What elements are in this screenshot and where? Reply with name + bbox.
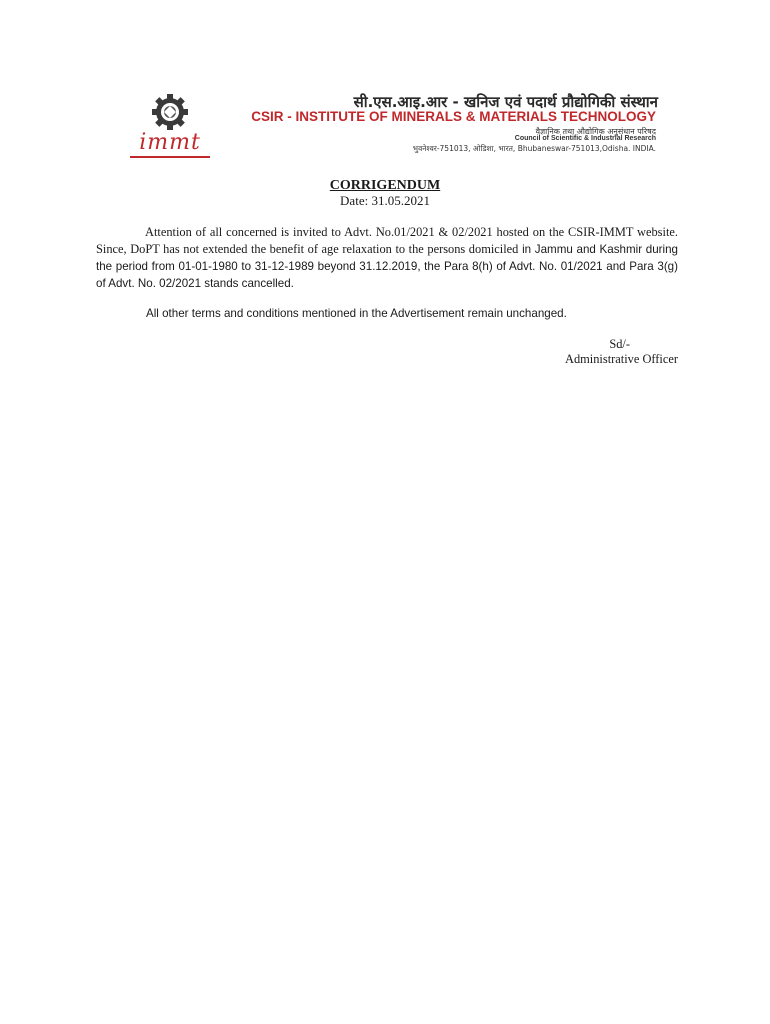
paragraph-1-part-1: Attention of all concerned is invited to Advt. No.01/2021 & 02/2021 hosted on the CSIR-IMMT website. Since, DoPT has not extended the benefit of age relaxation to the persons domiciled — [96, 225, 678, 256]
institute-name: CSIR - INSTITUTE OF MINERALS & MATERIALS TECHNOLOGY — [251, 109, 656, 124]
signature: Sd/- — [609, 337, 630, 351]
notice-date: Date: 31.05.2021 — [340, 193, 430, 208]
logo-underline — [130, 156, 210, 158]
immt-logo — [128, 92, 212, 160]
gear-icon — [140, 92, 200, 132]
council-english-name: Council of Scientific & Industrial Research — [514, 135, 656, 142]
paragraph-1-part-2: in Jammu and Kashmir during the period from 01-01-1980 to 31-12-1989 beyond 31.12.2019, the Para 8(h) of Advt. No. 01/2021 and Para 3(g) of Advt. No. 02/2021 stands cancelled. — [96, 243, 679, 290]
logo-text: immt — [139, 130, 201, 155]
notice-paragraph-2: All other terms and conditions mentioned in the Advertisement remain unchanged. — [146, 307, 567, 320]
letterhead — [0, 0, 770, 170]
notice-paragraph-1 — [96, 224, 678, 292]
corrigendum-heading: CORRIGENDUM — [329, 178, 441, 193]
institute-hindi-name: सी.एस.आइ.आर - खनिज एवं पदार्थ प्रौद्योगिकी संस्थान — [353, 93, 658, 111]
council-hindi-name: वैज्ञानिक तथा औद्योगिक अनुसंधान परिषद — [535, 127, 656, 136]
signatory-designation: Administrative Officer — [565, 352, 678, 366]
institute-address: भुवनेश्वर-751013, ओडिशा, भारत, Bhubaneswar-751013,Odisha. INDIA. — [412, 144, 656, 153]
